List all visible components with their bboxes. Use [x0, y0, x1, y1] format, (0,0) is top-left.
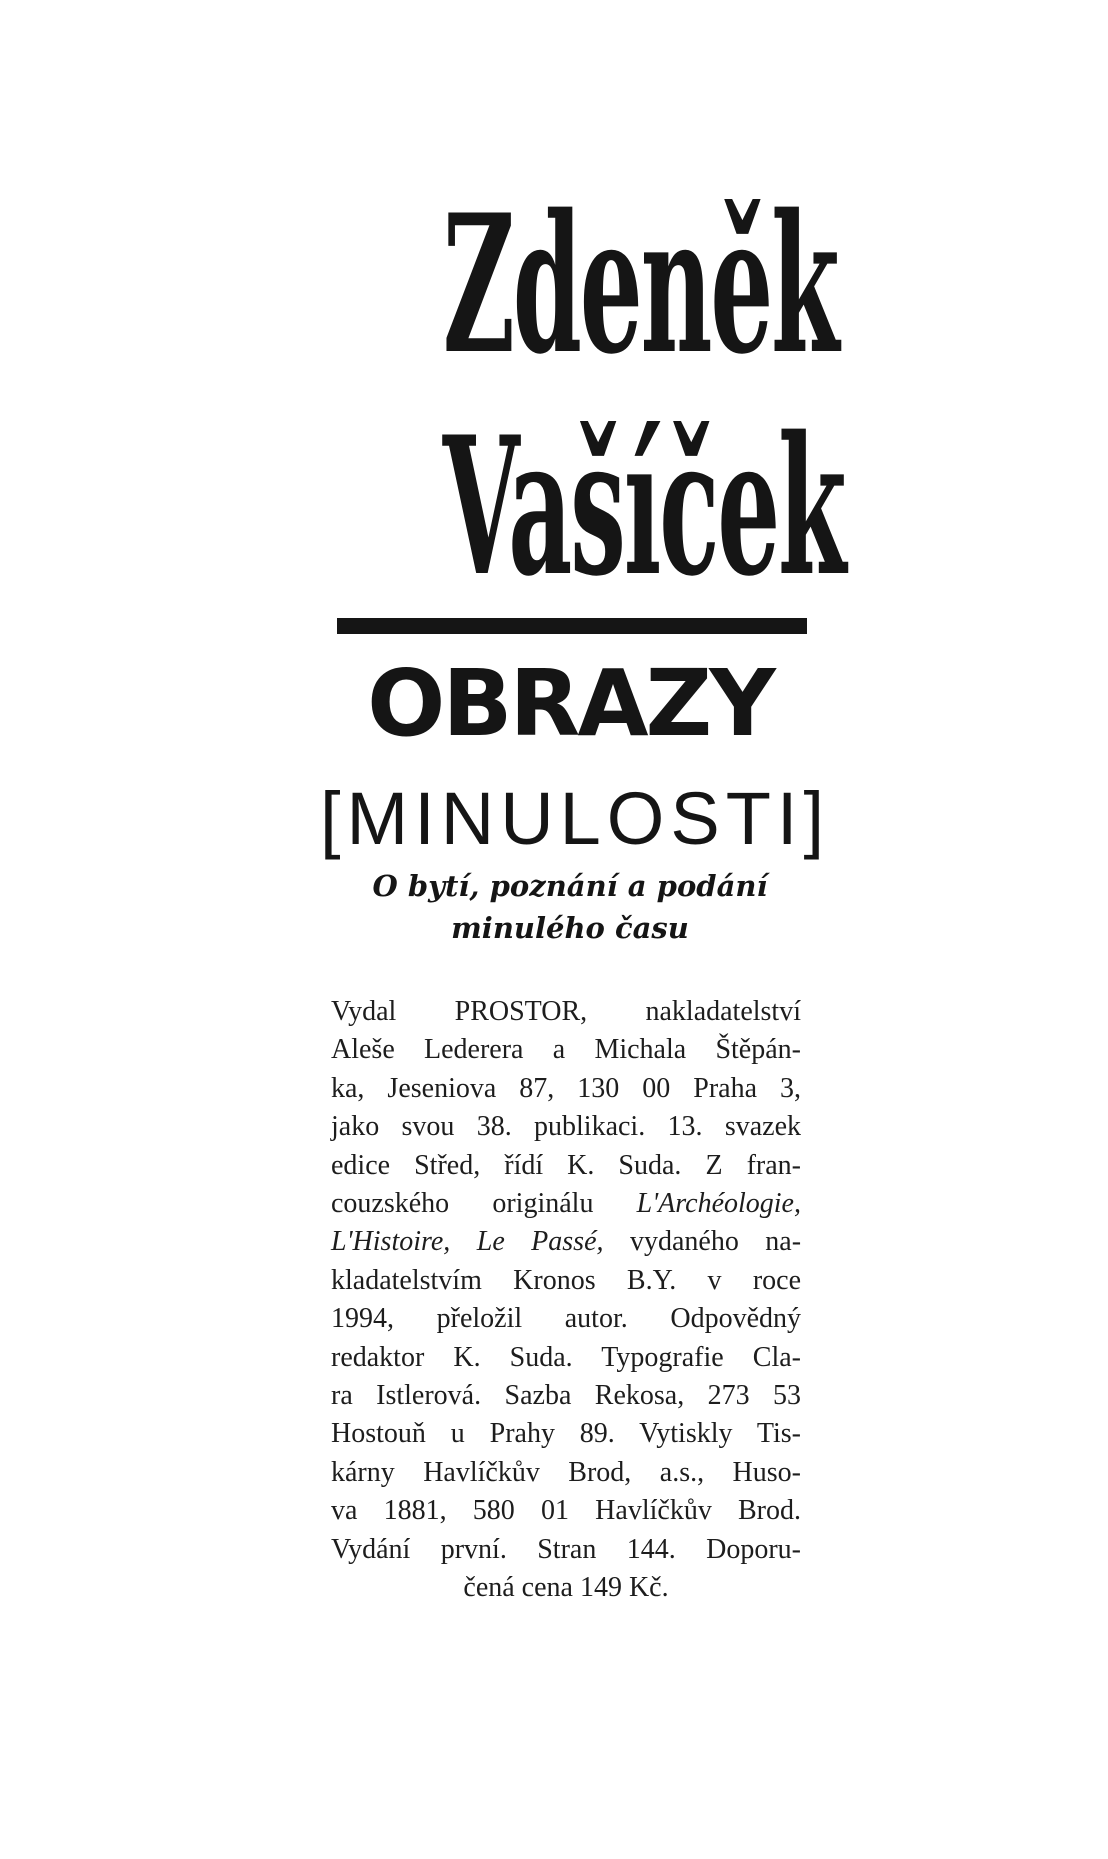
author-first-name: Zdeněk [442, 173, 838, 396]
imprint-line: Aleše Lederera a Michala Štěpán- [331, 1034, 801, 1066]
book-tagline [340, 865, 800, 949]
imprint-line-with-title [331, 1223, 801, 1261]
original-title-part-2: L'Histoire, Le Passé, [331, 1226, 604, 1258]
imprint-line: ra Istlerová. Sazba Rekosa, 273 53 [331, 1380, 801, 1412]
book-title: OBRAZY [367, 650, 773, 757]
imprint-line: kárny Havlíčkův Brod, a.s., Huso- [331, 1456, 801, 1488]
imprint-text: vydaného na- [629, 1226, 802, 1258]
imprint-line-with-title [331, 1185, 801, 1223]
author-last-name: Vašíček [442, 395, 845, 618]
imprint-line-last: čená cena 149 Kč. [463, 1572, 669, 1604]
imprint-line: redaktor K. Suda. Typografie Cla- [331, 1341, 801, 1373]
imprint-line: Vydání první. Stran 144. Doporu- [331, 1533, 801, 1565]
imprint-line: jako svou 38. publikaci. 13. svazek [331, 1111, 801, 1143]
imprint-line: kladatelstvím Kronos B.Y. v roce [331, 1264, 801, 1296]
imprint-line: va 1881, 580 01 Havlíčkův Brod. [331, 1495, 801, 1527]
imprint-line: ka, Jeseniova 87, 130 00 Praha 3, [331, 1072, 801, 1104]
imprint-line: 1994, přeložil autor. Odpovědný [331, 1303, 801, 1335]
imprint-line: Hostouň u Prahy 89. Vytiskly Tis- [331, 1418, 801, 1450]
imprint-line: edice Střed, řídí K. Suda. Z fran- [331, 1149, 801, 1181]
original-title-part-1: L'Archéologie, [636, 1188, 801, 1220]
imprint-text: couzského originálu [331, 1188, 594, 1220]
tagline-line-2: minulého času [451, 911, 689, 945]
imprint-paragraph [331, 993, 801, 1608]
tagline-line-1: O bytí, poznání a podání [372, 869, 768, 903]
imprint-line: Vydal PROSTOR, nakladatelství [331, 996, 801, 1027]
book-subtitle: [MINULOSTI] [320, 777, 831, 860]
title-divider [337, 618, 807, 634]
